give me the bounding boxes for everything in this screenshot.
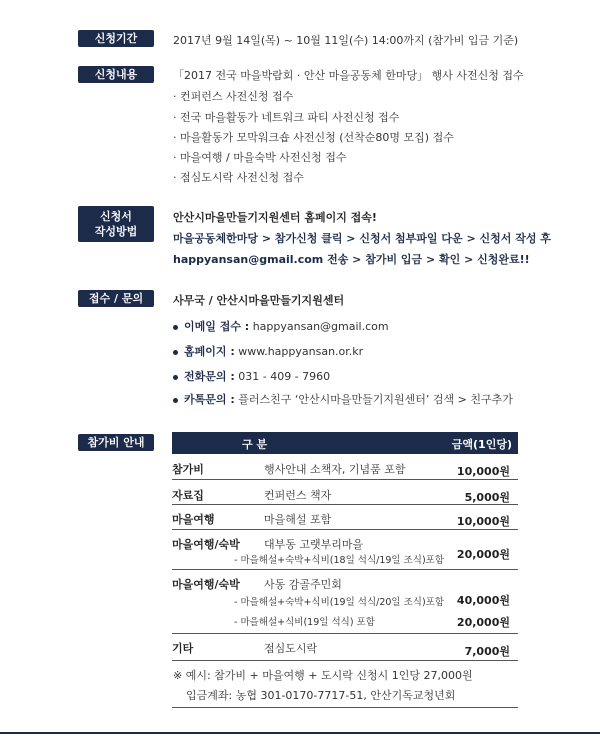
row-desc: 행사안내 소책자, 기념품 포함 xyxy=(264,463,406,476)
content-item: · 전국 마을활동가 네트워크 파티 사전신청 접수 xyxy=(173,111,400,124)
contact-phone xyxy=(173,368,330,384)
row-name: 마을여행/숙박 xyxy=(172,578,240,591)
method-label-line1: 신청서 xyxy=(100,210,132,223)
fee-table-header xyxy=(172,432,518,454)
row-amount: 40,000원 xyxy=(456,594,510,607)
phone-value: 031 - 409 - 7960 xyxy=(238,370,331,383)
row-desc: 마을해설 포함 xyxy=(264,513,332,526)
method-label xyxy=(78,206,154,242)
table-row xyxy=(172,530,518,570)
email-value[interactable]: happyansan@gmail.com xyxy=(252,320,389,333)
method-line3: happyansan@gmail.com 전송 > 참가비 입금 > 확인 > 신청완료!! xyxy=(173,253,530,266)
method-line2: 마을공동체한마당 > 참가신청 클릭 > 신청서 첨부파일 다운 > 신청서 작성 후 xyxy=(173,232,551,245)
row-name: 참가비 xyxy=(172,463,204,476)
row-amount: 20,000원 xyxy=(456,548,510,561)
header-amount: 금액(1인당) xyxy=(451,438,512,451)
homepage-value[interactable]: www.happyansan.or.kr xyxy=(238,345,364,358)
content-headline: 「2017 전국 마을박람회 · 안산 마을공동체 한마당」 행사 사전신청 접수 xyxy=(173,69,524,82)
table-row xyxy=(172,634,518,661)
period-label: 신청기간 xyxy=(78,30,154,47)
fee-account: 입금계좌: 농협 301-0170-7717-51, 안산기독교청년회 xyxy=(186,689,456,702)
row-amount: 7,000원 xyxy=(464,645,510,658)
bullet-icon xyxy=(173,398,178,403)
method-label-line2: 작성방법 xyxy=(94,225,138,238)
content-label: 신청내용 xyxy=(78,66,154,83)
row-name: 자료집 xyxy=(172,489,204,502)
contact-org: 사무국 / 안산시마을만들기지원센터 xyxy=(173,294,345,307)
row-desc: 대부동 고랫부리마을 xyxy=(264,538,364,551)
bullet-icon xyxy=(173,325,178,330)
fee-example: ※ 예시: 참가비 + 마을여행 + 도시락 신청시 1인당 27,000원 xyxy=(173,669,473,682)
row-sub: - 마을해설+식비(19일 석식) 포함 xyxy=(234,617,375,628)
content-item: · 컨퍼런스 사전신청 접수 xyxy=(173,90,294,103)
period-text: 2017년 9월 14일(목) ~ 10월 11일(수) 14:00까지 (참가비 입금 기준) xyxy=(173,34,519,47)
kakao-value: 플러스친구 ‘안산시마을만들기지원센터’ 검색 > 친구추가 xyxy=(238,393,513,406)
row-name: 마을여행/숙박 xyxy=(172,538,240,551)
row-desc: 점심도시락 xyxy=(264,642,318,655)
content-item: · 마을활동가 모막워크숍 사전신청 (선착순80명 모집) 접수 xyxy=(173,131,454,144)
content-item: · 마을여행 / 마을숙박 사전신청 접수 xyxy=(173,151,347,164)
header-category: 구 분 xyxy=(242,438,268,451)
row-sub: - 마을해설+숙박+식비(18일 석식/19일 조식)포함 xyxy=(234,555,445,566)
row-sub: - 마을해설+숙박+식비(19일 석식/20일 조식)포함 xyxy=(234,597,445,608)
bullet-icon xyxy=(173,375,178,380)
row-amount: 5,000원 xyxy=(464,491,510,504)
contact-key: 카톡문의 : xyxy=(184,393,235,406)
row-amount: 10,000원 xyxy=(456,515,510,528)
row-name: 기타 xyxy=(172,642,194,655)
content-item: · 점심도시락 사전신청 접수 xyxy=(173,171,304,184)
contact-email xyxy=(173,318,389,334)
table-row xyxy=(172,570,518,634)
divider xyxy=(172,707,518,708)
row-desc: 컨퍼런스 책자 xyxy=(264,489,332,502)
contact-kakao xyxy=(173,391,513,407)
table-row xyxy=(172,480,518,505)
contact-key: 전화문의 : xyxy=(184,370,235,383)
method-line1: 안산시마을만들기지원센터 홈페이지 접속! xyxy=(173,211,377,224)
bullet-icon xyxy=(173,350,178,355)
contact-key: 이메일 접수 : xyxy=(184,320,250,333)
contact-label: 접수 / 문의 xyxy=(78,290,154,307)
fee-table xyxy=(172,432,518,661)
row-name: 마을여행 xyxy=(172,513,215,526)
row-desc: 사동 감골주민회 xyxy=(264,578,342,591)
fee-label: 참가비 안내 xyxy=(78,434,154,451)
table-row xyxy=(172,454,518,480)
table-row xyxy=(172,505,518,530)
row-amount: 20,000원 xyxy=(456,616,510,629)
contact-key: 홈페이지 : xyxy=(184,345,235,358)
row-amount: 10,000원 xyxy=(456,465,510,478)
contact-homepage xyxy=(173,343,363,359)
bottom-rule xyxy=(0,732,600,734)
